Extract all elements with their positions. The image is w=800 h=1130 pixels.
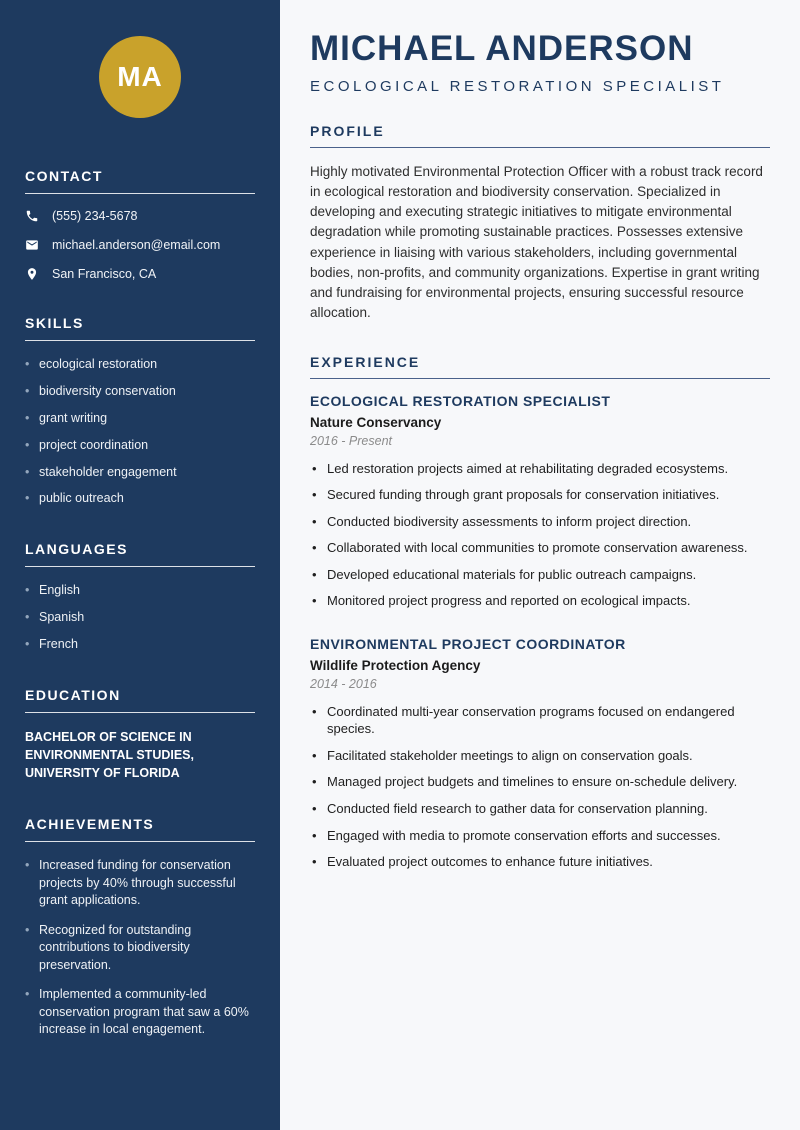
achievement-item: • Recognized for outstanding contributions to biodiversity preservation. — [25, 922, 255, 975]
job-role: ENVIRONMENTAL PROJECT COORDINATOR — [310, 635, 626, 652]
profile-section-title: PROFILE — [310, 123, 770, 148]
contact-email-text: michael.anderson@email.com — [52, 238, 221, 252]
skill-item: • grant writing — [25, 410, 255, 427]
experience-job — [310, 393, 770, 610]
achievement-item: • Increased funding for conservation projects by 40% through successful grant applications. — [25, 857, 255, 910]
job-bullet: • Conducted field research to gather data for conservation planning. — [310, 800, 770, 818]
job-bullet: • Evaluated project outcomes to enhance future initiatives. — [310, 853, 770, 871]
job-role: ECOLOGICAL RESTORATION SPECIALIST — [310, 392, 611, 409]
job-bullet: • Coordinated multi-year conservation programs focused on endangered species. — [310, 703, 770, 738]
skill-item: • stakeholder engagement — [25, 464, 255, 481]
job-bullet-list — [310, 703, 770, 871]
avatar-initials: MA — [117, 61, 163, 92]
languages-section — [25, 541, 255, 653]
skill-item: • public outreach — [25, 490, 255, 507]
achievements-section — [25, 816, 255, 1039]
languages-list — [25, 582, 255, 653]
phone-icon — [25, 209, 39, 223]
contact-item-location — [25, 267, 255, 281]
candidate-name: MICHAEL ANDERSON — [310, 29, 694, 68]
skill-item: • ecological restoration — [25, 356, 255, 373]
job-bullet: • Managed project budgets and timelines to ensure on-schedule delivery. — [310, 773, 770, 791]
job-bullet: • Secured funding through grant proposals for conservation initiatives. — [310, 486, 770, 504]
education-section — [25, 687, 255, 782]
contact-section — [25, 168, 255, 281]
skills-section — [25, 315, 255, 507]
profile-section — [310, 123, 770, 324]
candidate-job-title: ECOLOGICAL RESTORATION SPECIALIST — [310, 77, 725, 95]
contact-item-phone — [25, 209, 255, 223]
job-company: Wildlife Protection Agency — [310, 657, 481, 673]
languages-section-title: LANGUAGES — [25, 541, 255, 567]
contact-item-email — [25, 238, 255, 252]
contact-phone-text: (555) 234-5678 — [52, 209, 138, 223]
location-icon — [25, 267, 39, 281]
job-bullet: • Engaged with media to promote conservation efforts and successes. — [310, 827, 770, 845]
main-content — [280, 0, 800, 1130]
skill-item: • biodiversity conservation — [25, 383, 255, 400]
education-section-title: EDUCATION — [25, 687, 255, 713]
skill-item: • project coordination — [25, 437, 255, 454]
education-degree: BACHELOR OF SCIENCE IN ENVIRONMENTAL STUDIES, UNIVERSITY OF FLORIDA — [25, 729, 194, 781]
skills-section-title: SKILLS — [25, 315, 255, 341]
job-dates: 2014 - 2016 — [310, 676, 377, 691]
experience-section — [310, 354, 770, 871]
experience-section-title: EXPERIENCE — [310, 354, 770, 379]
language-item: • Spanish — [25, 609, 255, 626]
job-bullet: • Led restoration projects aimed at rehabilitating degraded ecosystems. — [310, 460, 770, 478]
job-bullet: • Conducted biodiversity assessments to inform project direction. — [310, 513, 770, 531]
contact-location-text: San Francisco, CA — [52, 267, 157, 281]
achievements-section-title: ACHIEVEMENTS — [25, 816, 255, 842]
job-bullet: • Facilitated stakeholder meetings to align on conservation goals. — [310, 747, 770, 765]
email-icon — [25, 238, 39, 252]
job-bullet: • Collaborated with local communities to promote conservation awareness. — [310, 539, 770, 557]
job-bullet-list — [310, 460, 770, 610]
contact-section-title: CONTACT — [25, 168, 255, 194]
job-company: Nature Conservancy — [310, 414, 442, 430]
job-bullet: • Monitored project progress and reported on ecological impacts. — [310, 592, 770, 610]
language-item: • English — [25, 582, 255, 599]
achievement-item: • Implemented a community-led conservation program that saw a 60% increase in local engagement. — [25, 986, 255, 1039]
sidebar — [0, 0, 280, 1130]
achievements-list — [25, 857, 255, 1039]
language-item: • French — [25, 636, 255, 653]
skills-list — [25, 356, 255, 507]
job-bullet: • Developed educational materials for public outreach campaigns. — [310, 566, 770, 584]
job-dates: 2016 - Present — [310, 433, 392, 448]
profile-text: Highly motivated Environmental Protection Officer with a robust track record in ecological restoration and biodiversity conservation. Specialized in developing and executing strategic initiatives to mitigate environmental degradation while promoting sustainable practices. Possesses extensive experience in liaising with various stakeholders, including governmental bodies, non-profits, and community organizations. Expertise in grant writing and fundraising for environmental projects, ensuring successful resource allocation. — [310, 163, 763, 321]
experience-job — [310, 636, 770, 871]
avatar — [99, 36, 181, 118]
